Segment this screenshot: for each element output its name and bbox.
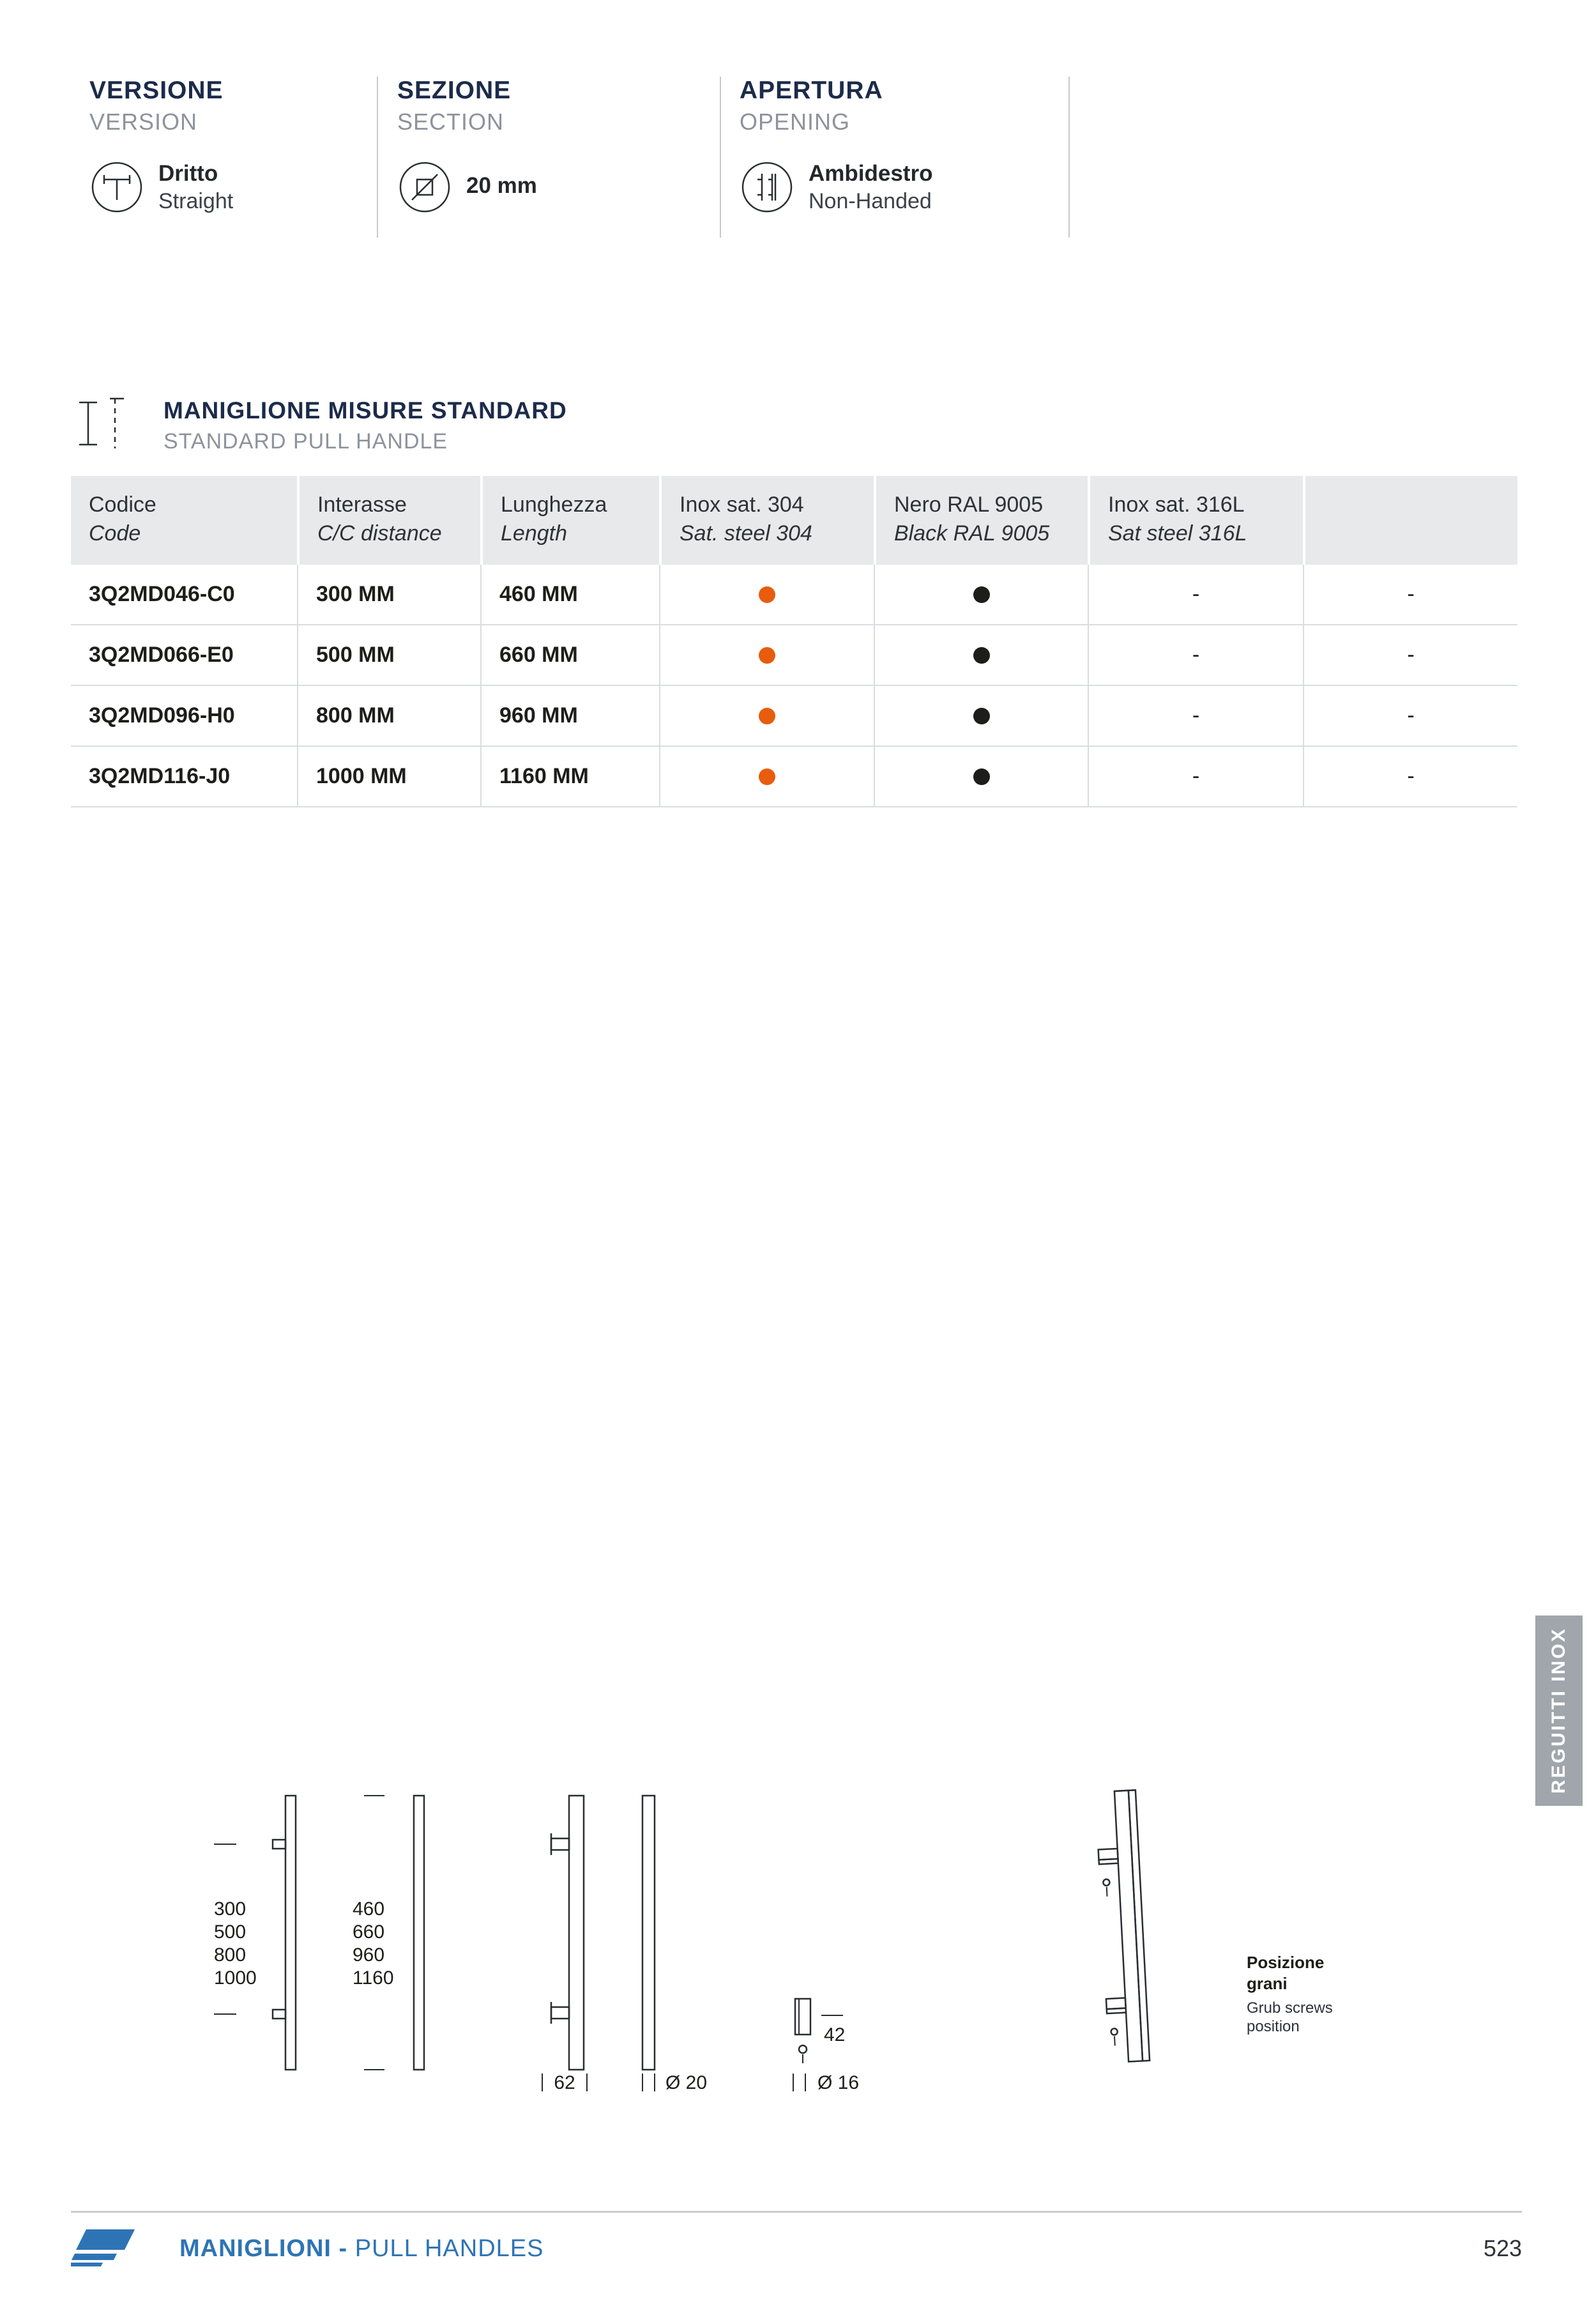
fixing-detail-drawing — [793, 1999, 859, 2093]
section-title: MANIGLIONE MISURE STANDARD — [163, 397, 567, 424]
grub-screws-note-en: Grub screws position — [1247, 1999, 1333, 2036]
not-available-dash: - — [1407, 643, 1415, 667]
spec-value-en: Non-Handed — [809, 188, 932, 213]
page-number: 523 — [1483, 2235, 1522, 2261]
pull-handle-icon — [74, 393, 141, 452]
header-cc-distance: Interasse C/C distance — [297, 476, 480, 565]
availability-dot-black — [973, 647, 990, 664]
product-code: 3Q2MD116-J0 — [89, 764, 231, 788]
header-code: Codice Code — [89, 493, 156, 546]
length-dim-label: 1160 — [353, 1967, 394, 1989]
square-section-icon — [397, 160, 452, 215]
side-tab-reguitti-inox: REGUITTI INOX — [1535, 1615, 1583, 1806]
length-dim-label: 460 — [353, 1898, 385, 1920]
spec-value: Dritto — [158, 160, 218, 186]
not-available-dash: - — [1192, 764, 1200, 788]
not-available-dash: - — [1407, 764, 1415, 788]
footer — [71, 2211, 1522, 2269]
availability-dot-black — [973, 768, 990, 785]
fixing-height-label: 42 — [824, 2024, 846, 2045]
length-value: 960 MM — [499, 703, 578, 728]
handle-side-drawing — [542, 1796, 587, 2093]
grub-screws-note — [1247, 1952, 1344, 2036]
spec-title: VERSIONE — [89, 77, 224, 104]
cc-dim-label: 800 — [214, 1944, 247, 1966]
section-dim-label: Ø 20 — [665, 2072, 708, 2093]
table-row — [71, 565, 1517, 625]
reguitti-logo — [71, 2228, 137, 2269]
product-table — [71, 476, 1517, 807]
not-available-dash: - — [1192, 643, 1200, 667]
footer-brand-rest: PULL HANDLES — [354, 2234, 544, 2262]
not-available-dash: - — [1192, 703, 1200, 728]
header-black-ral9005: Nero RAL 9005 Black RAL 9005 — [874, 476, 1088, 565]
handle-3d-drawing — [1079, 1773, 1399, 2143]
projection-dim-label: 62 — [554, 2072, 575, 2093]
spec-value: Ambidestro — [809, 160, 933, 186]
header-empty — [1303, 476, 1517, 565]
availability-dot-orange — [759, 647, 775, 664]
non-handed-icon — [740, 160, 794, 215]
table-row — [71, 747, 1517, 807]
spec-divider — [720, 77, 721, 238]
length-dim-label: 660 — [353, 1921, 385, 1943]
spec-subtitle: VERSION — [89, 109, 198, 135]
not-available-dash: - — [1407, 582, 1415, 606]
availability-dot-black — [973, 586, 990, 603]
section-header — [74, 393, 567, 454]
not-available-dash: - — [1192, 582, 1200, 606]
header-inox-304: Inox sat. 304 Sat. steel 304 — [659, 476, 874, 565]
straight-t-icon — [89, 160, 144, 215]
cc-dim-label: 500 — [214, 1921, 247, 1943]
table-row — [71, 686, 1517, 747]
table-header-row — [71, 476, 1517, 565]
spec-subtitle: OPENING — [740, 109, 851, 135]
not-available-dash: - — [1407, 703, 1415, 728]
cc-distance-value: 500 MM — [316, 643, 395, 667]
handle-front-length-drawing — [353, 1796, 424, 2070]
spec-value-en: Straight — [158, 188, 234, 213]
length-dim-label: 960 — [353, 1944, 385, 1966]
product-code: 3Q2MD096-H0 — [89, 703, 235, 728]
spec-block-version — [89, 77, 370, 215]
handle-front-cc-drawing — [214, 1796, 296, 2070]
footer-brand-bold: MANIGLIONI - — [179, 2234, 355, 2262]
spec-title: SEZIONE — [397, 77, 512, 104]
spec-subtitle: SECTION — [397, 109, 505, 135]
spec-block-section — [397, 77, 710, 215]
grub-screws-note-it: Posizione grani — [1247, 1953, 1325, 1993]
product-code: 3Q2MD046-C0 — [89, 582, 235, 606]
product-code: 3Q2MD066-E0 — [89, 643, 234, 667]
header-length: Lunghezza Length — [480, 476, 659, 565]
availability-dot-black — [973, 708, 990, 724]
spec-divider — [377, 77, 378, 238]
spec-value: 20 mm — [466, 173, 537, 198]
cc-distance-value: 1000 MM — [316, 764, 407, 788]
length-value: 660 MM — [499, 643, 578, 667]
spec-title: APERTURA — [740, 77, 883, 104]
technical-drawings — [179, 1776, 977, 2146]
length-value: 1160 MM — [499, 764, 589, 788]
cc-distance-value: 800 MM — [316, 703, 395, 728]
handle-section-drawing — [642, 1796, 707, 2093]
spec-block-opening — [740, 77, 1059, 215]
header-inox-316l: Inox sat. 316L Sat steel 316L — [1088, 476, 1303, 565]
footer-brand — [179, 2235, 543, 2263]
spec-divider — [1068, 77, 1070, 238]
availability-dot-orange — [759, 768, 775, 785]
availability-dot-orange — [759, 708, 775, 724]
fixing-diameter-label: Ø 16 — [817, 2072, 860, 2093]
cc-dim-label: 1000 — [214, 1967, 257, 1989]
availability-dot-orange — [759, 586, 775, 603]
cc-distance-value: 300 MM — [316, 582, 395, 606]
length-value: 460 MM — [499, 582, 578, 606]
section-subtitle: STANDARD PULL HANDLE — [163, 429, 448, 454]
table-row — [71, 625, 1517, 686]
cc-dim-label: 300 — [214, 1898, 247, 1920]
